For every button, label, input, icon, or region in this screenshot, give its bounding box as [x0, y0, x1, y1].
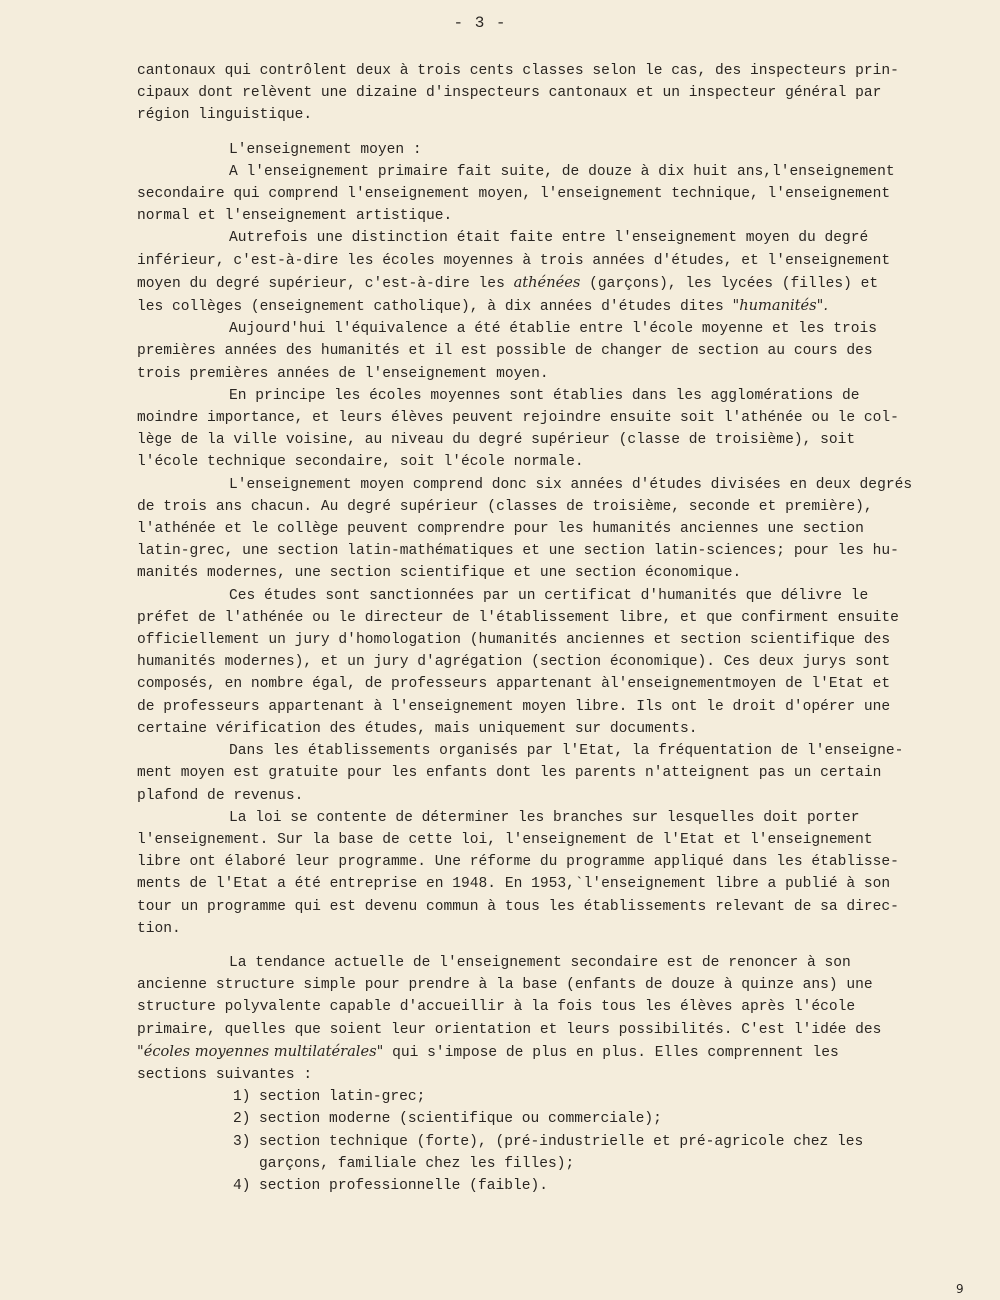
text-line: cantonaux qui contrôlent deux à trois cents classes selon le cas, des inspecteurs prin- [137, 63, 899, 79]
text-line: tour un programme qui est devenu commun à tous les établissements relevant de sa direc- [137, 898, 899, 915]
text-line: structure polyvalente capable d'accueillir à la fois tous les élèves après l'école [137, 999, 856, 1016]
text-line: tion. [137, 920, 181, 937]
list-item-number: 3) [233, 1133, 251, 1150]
paragraph-9 [137, 952, 967, 1086]
text-line: sections suivantes : [137, 1066, 313, 1083]
paragraph-1 [137, 161, 967, 228]
text-line: Aujourd'hui l'équivalence a été établie entre l'école moyenne et les trois [229, 321, 878, 338]
text-line: La tendance actuelle de l'enseignement secondaire est de renoncer à son [229, 954, 851, 971]
text-line: inférieur, c'est-à-dire les écoles moyennes à trois années d'études, et l'enseignement [137, 252, 891, 269]
text-line: certaine vérification des études, mais uniquement sur documents. [137, 720, 698, 737]
list-item-number: 1) [233, 1089, 251, 1106]
text-line: l'école technique secondaire, soit l'école normale. [137, 454, 584, 471]
text-line: ment moyen est gratuite pour les enfants dont les parents n'atteignent pas un certain [137, 765, 882, 782]
text-line: trois premières années de l'enseignement moyen. [137, 365, 549, 382]
text-line: moyen du degré supérieur, c'est-à-dire les athénées (garçons), les lycées (filles) et [137, 273, 879, 292]
list-item-number: 4) [233, 1177, 251, 1194]
text-line: normal et l'enseignement artistique. [137, 208, 453, 225]
text-line: A l'enseignement primaire fait suite, de douze à dix huit ans,l'enseignement [229, 163, 895, 180]
paragraph-4 [137, 385, 967, 474]
italic-term: "écoles moyennes multilatérales" [137, 1042, 384, 1060]
text-line: libre ont élaboré leur programme. Une réforme du programme appliqué dans les établisse- [137, 854, 899, 871]
text-line: lège de la ville voisine, au niveau du degré supérieur (classe de troisième), soit [137, 432, 856, 449]
page-number: - 3 - [453, 14, 507, 32]
list-item-text: section moderne (scientifique ou commerciale); [259, 1111, 662, 1128]
text-line: humanités modernes), et un jury d'agrégation (section économique). Ces deux jurys sont [137, 654, 891, 671]
text-line: Autrefois une distinction était faite entre l'enseignement moyen du degré [229, 230, 869, 247]
text-line: "écoles moyennes multilatérales" qui s'impose de plus en plus. Elles comprennent les [137, 1042, 839, 1061]
text-line: premières années des humanités et il est possible de changer de section au cours des [137, 343, 873, 360]
text-line: région linguistique. [137, 107, 313, 124]
text-line: Ces études sont sanctionnées par un certificat d'humanités que délivre le [229, 587, 869, 604]
paragraph-3 [137, 318, 967, 385]
text-line: l'enseignement. Sur la base de cette loi, l'enseignement de l'Etat et l'enseignement [137, 831, 873, 848]
text-line: cipaux dont relèvent une dizaine d'inspecteurs cantonaux et un inspecteur général par [137, 85, 882, 102]
paragraph-5 [137, 474, 967, 585]
list-item [233, 1108, 967, 1130]
text-line: latin-grec, une section latin-mathématiques et une section latin-sciences; pour les hu- [137, 543, 899, 560]
list-item [233, 1175, 967, 1197]
list-item-text: section professionnelle (faible). [259, 1177, 549, 1194]
text-line: secondaire qui comprend l'enseignement moyen, l'enseignement technique, l'enseignement [137, 186, 891, 203]
list-item-text: section technique (forte), (pré-industrielle et pré-agricole chez les [259, 1133, 864, 1150]
text-line: ments de l'Etat a été entreprise en 1948. En 1953,`l'enseignement libre a publié à son [137, 876, 891, 893]
list-item-text: section latin-grec; [259, 1089, 426, 1106]
text-line: préfet de l'athénée ou le directeur de l'établissement libre, et que confirment ensuite [137, 609, 899, 626]
paragraph-7 [137, 740, 967, 807]
italic-term: "humanités". [732, 297, 828, 315]
text-line: moindre importance, et leurs élèves peuvent rejoindre ensuite soit l'athénée ou le col- [137, 410, 899, 427]
intro-paragraph [137, 60, 967, 127]
sections-list [137, 1086, 967, 1197]
text-line: manités modernes, une section scientifique et une section économique. [137, 565, 742, 582]
text-line: plafond de revenus. [137, 787, 304, 804]
text-line: En principe les écoles moyennes sont établies dans les agglomérations de [229, 387, 860, 404]
paragraph-2 [137, 227, 967, 318]
list-item-number: 2) [233, 1111, 251, 1128]
text-line: Dans les établissements organisés par l'Etat, la fréquentation de l'enseigne- [229, 743, 904, 760]
text-line: l'athénée et le collège peuvent comprendre pour les humanités anciennes une section [137, 521, 864, 538]
text-line: officiellement un jury d'homologation (humanités anciennes et section scientifique des [137, 632, 891, 649]
text-line: ancienne structure simple pour prendre à la base (enfants de douze à quinze ans) une [137, 977, 873, 994]
list-item-text: garçons, familiale chez les filles); [259, 1155, 575, 1172]
paragraph-6 [137, 585, 967, 740]
text-line: L'enseignement moyen comprend donc six années d'études divisées en deux degrés [229, 476, 913, 493]
section-heading: L'enseignement moyen : [229, 141, 422, 158]
italic-term: athénées [513, 273, 581, 291]
text-line: de professeurs appartenant à l'enseignement moyen libre. Ils ont le droit d'opérer une [137, 698, 891, 715]
text-line: primaire, quelles que soient leur orientation et leurs possibilités. C'est l'idée des [137, 1021, 882, 1038]
text-line: composés, en nombre égal, de professeurs appartenant àl'enseignementmoyen de l'Etat et [137, 676, 891, 693]
document-body [137, 60, 967, 1197]
text-line: de trois ans chacun. Au degré supérieur (classes de troisième, seconde et première), [137, 498, 873, 515]
corner-page-mark: 9 [956, 1282, 964, 1296]
text-line: les collèges (enseignement catholique), à dix années d'études dites "humanités". [137, 297, 828, 316]
paragraph-8 [137, 807, 967, 940]
text-line: La loi se contente de déterminer les branches sur lesquelles doit porter [229, 809, 860, 826]
list-item [233, 1131, 967, 1175]
list-item [233, 1086, 967, 1108]
